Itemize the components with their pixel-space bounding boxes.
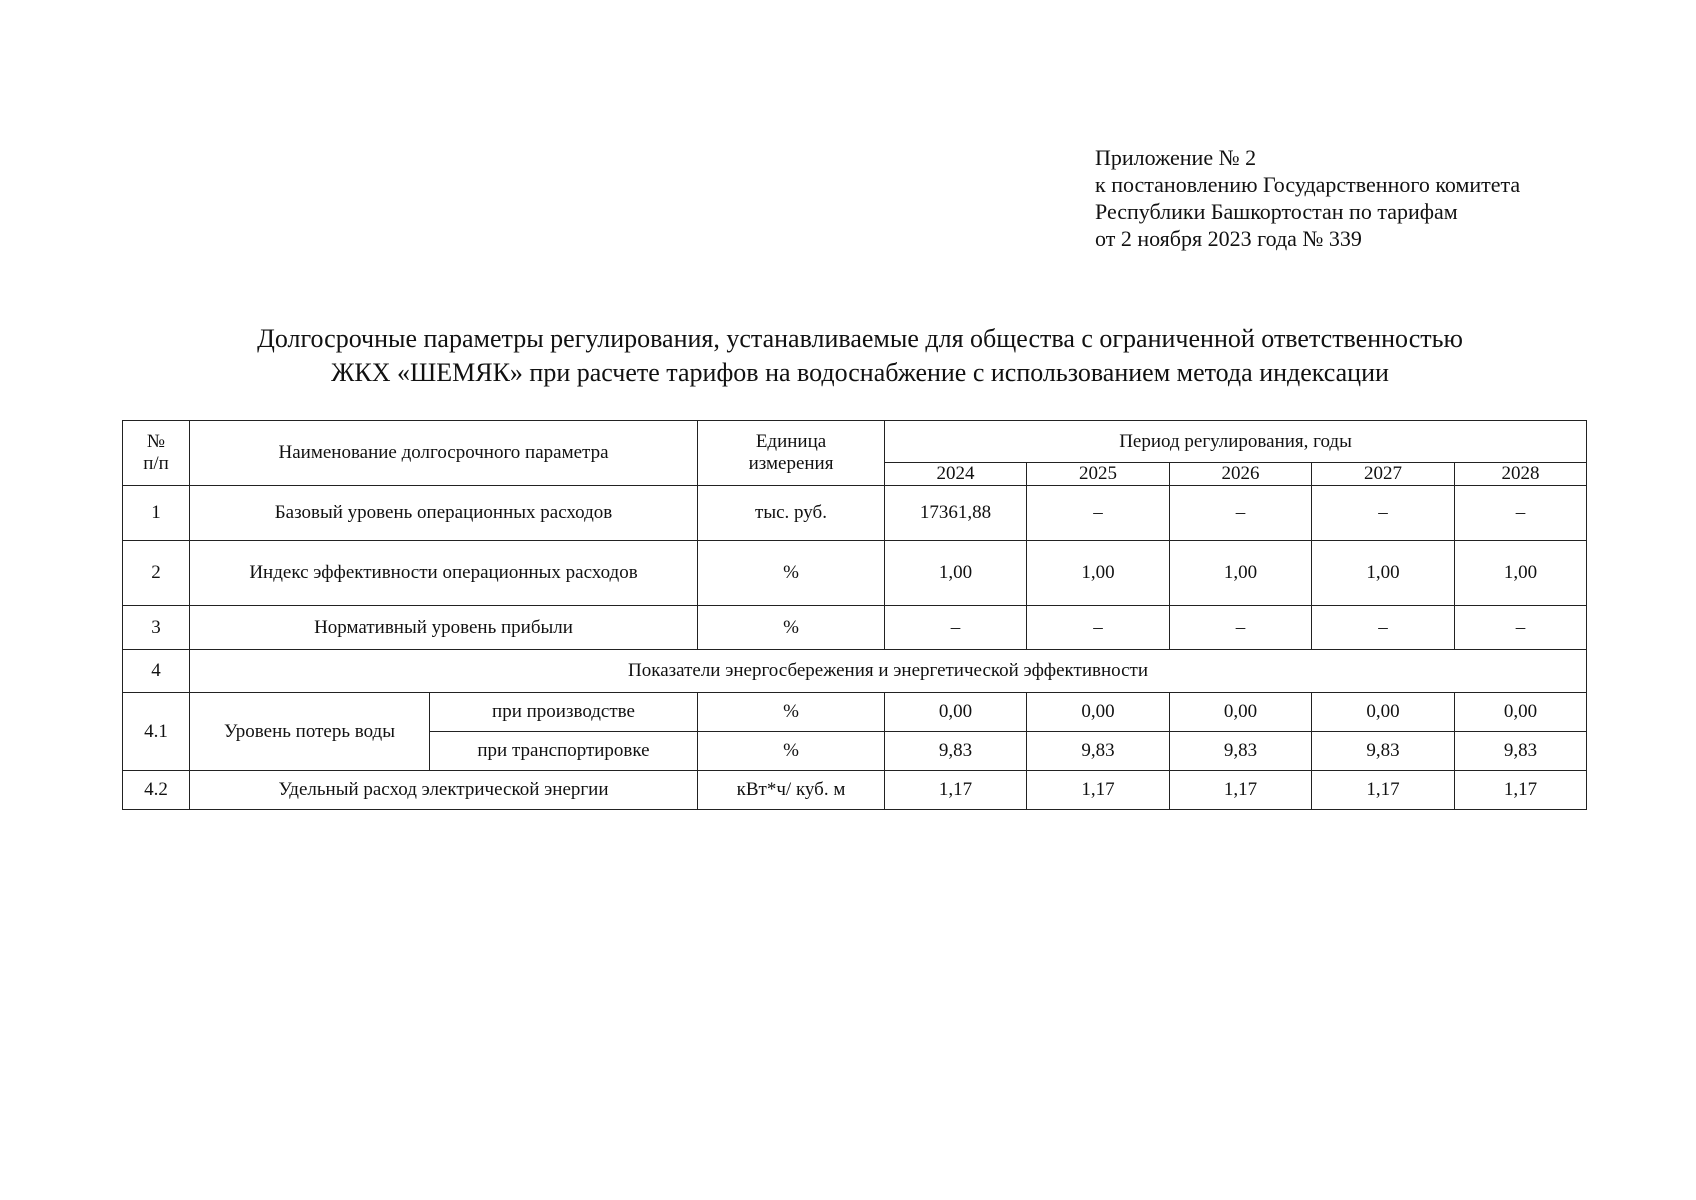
table-header-row: [123, 421, 1587, 463]
title-line-2: ЖКХ «ШЕМЯК» при расчете тарифов на водоснабжение с использованием метода индексации: [331, 358, 1389, 387]
row-value: 1,00: [1027, 541, 1170, 606]
row-value: 0,00: [1312, 693, 1455, 732]
section-title: Показатели энергосбережения и энергетической эффективности: [190, 650, 1587, 693]
row-value: –: [1027, 486, 1170, 541]
row-value: 1,17: [1027, 771, 1170, 810]
table-row: [123, 693, 1587, 732]
header-number: № п/п: [123, 421, 190, 486]
row-value: –: [1455, 486, 1587, 541]
document-title: [120, 322, 1600, 390]
header-year: 2027: [1312, 463, 1455, 486]
header-period: Период регулирования, годы: [885, 421, 1587, 463]
row-number: 4.1: [123, 693, 190, 771]
row-value: –: [1027, 606, 1170, 650]
row-value: 9,83: [1455, 732, 1587, 771]
header-year: 2025: [1027, 463, 1170, 486]
title-line-1: Долгосрочные параметры регулирования, устанавливаемые для общества с ограниченной ответственностью: [257, 324, 1463, 353]
header-year: 2024: [885, 463, 1027, 486]
row-value: –: [1455, 606, 1587, 650]
row-value: 1,00: [885, 541, 1027, 606]
table-section-row: [123, 650, 1587, 693]
row-value: 1,17: [1170, 771, 1312, 810]
table-row: [123, 486, 1587, 541]
row-value: 17361,88: [885, 486, 1027, 541]
row-subparameter: при транспортировке: [430, 732, 698, 771]
appendix-line-4: от 2 ноября 2023 года № 339: [1095, 226, 1362, 251]
row-parameter: Нормативный уровень прибыли: [190, 606, 698, 650]
table-row: [123, 771, 1587, 810]
row-unit: %: [698, 693, 885, 732]
row-value: 9,83: [1170, 732, 1312, 771]
row-value: –: [1170, 486, 1312, 541]
row-value: 0,00: [885, 693, 1027, 732]
row-value: –: [1170, 606, 1312, 650]
header-year: 2026: [1170, 463, 1312, 486]
row-subparameter: при производстве: [430, 693, 698, 732]
table-row: [123, 541, 1587, 606]
row-unit: %: [698, 606, 885, 650]
header-unit: Единица измерения: [698, 421, 885, 486]
row-parameter: Базовый уровень операционных расходов: [190, 486, 698, 541]
row-value: 9,83: [1312, 732, 1455, 771]
header-year: 2028: [1455, 463, 1587, 486]
header-parameter: Наименование долгосрочного параметра: [190, 421, 698, 486]
row-value: 9,83: [885, 732, 1027, 771]
row-unit: тыс. руб.: [698, 486, 885, 541]
appendix-line-1: Приложение № 2: [1095, 145, 1257, 170]
row-number: 1: [123, 486, 190, 541]
row-number: 4.2: [123, 771, 190, 810]
row-parameter: Индекс эффективности операционных расходов: [190, 541, 698, 606]
row-unit: %: [698, 541, 885, 606]
row-value: 1,17: [1312, 771, 1455, 810]
row-unit: %: [698, 732, 885, 771]
row-value: –: [1312, 486, 1455, 541]
row-value: 0,00: [1027, 693, 1170, 732]
appendix-line-2: к постановлению Государственного комитета: [1095, 172, 1521, 197]
row-value: 9,83: [1027, 732, 1170, 771]
row-value: 1,00: [1455, 541, 1587, 606]
row-parameter: Уровень потерь воды: [190, 693, 430, 771]
row-parameter: Удельный расход электрической энергии: [190, 771, 698, 810]
row-number: 4: [123, 650, 190, 693]
row-value: 1,17: [1455, 771, 1587, 810]
row-value: 1,00: [1312, 541, 1455, 606]
row-value: –: [885, 606, 1027, 650]
row-unit: кВт*ч/ куб. м: [698, 771, 885, 810]
appendix-header: [1095, 144, 1520, 252]
appendix-line-3: Республики Башкортостан по тарифам: [1095, 199, 1458, 224]
row-value: 0,00: [1170, 693, 1312, 732]
row-value: 1,17: [885, 771, 1027, 810]
row-number: 3: [123, 606, 190, 650]
row-value: –: [1312, 606, 1455, 650]
table-row: [123, 606, 1587, 650]
row-number: 2: [123, 541, 190, 606]
row-value: 0,00: [1455, 693, 1587, 732]
parameters-table: [122, 420, 1587, 810]
row-value: 1,00: [1170, 541, 1312, 606]
